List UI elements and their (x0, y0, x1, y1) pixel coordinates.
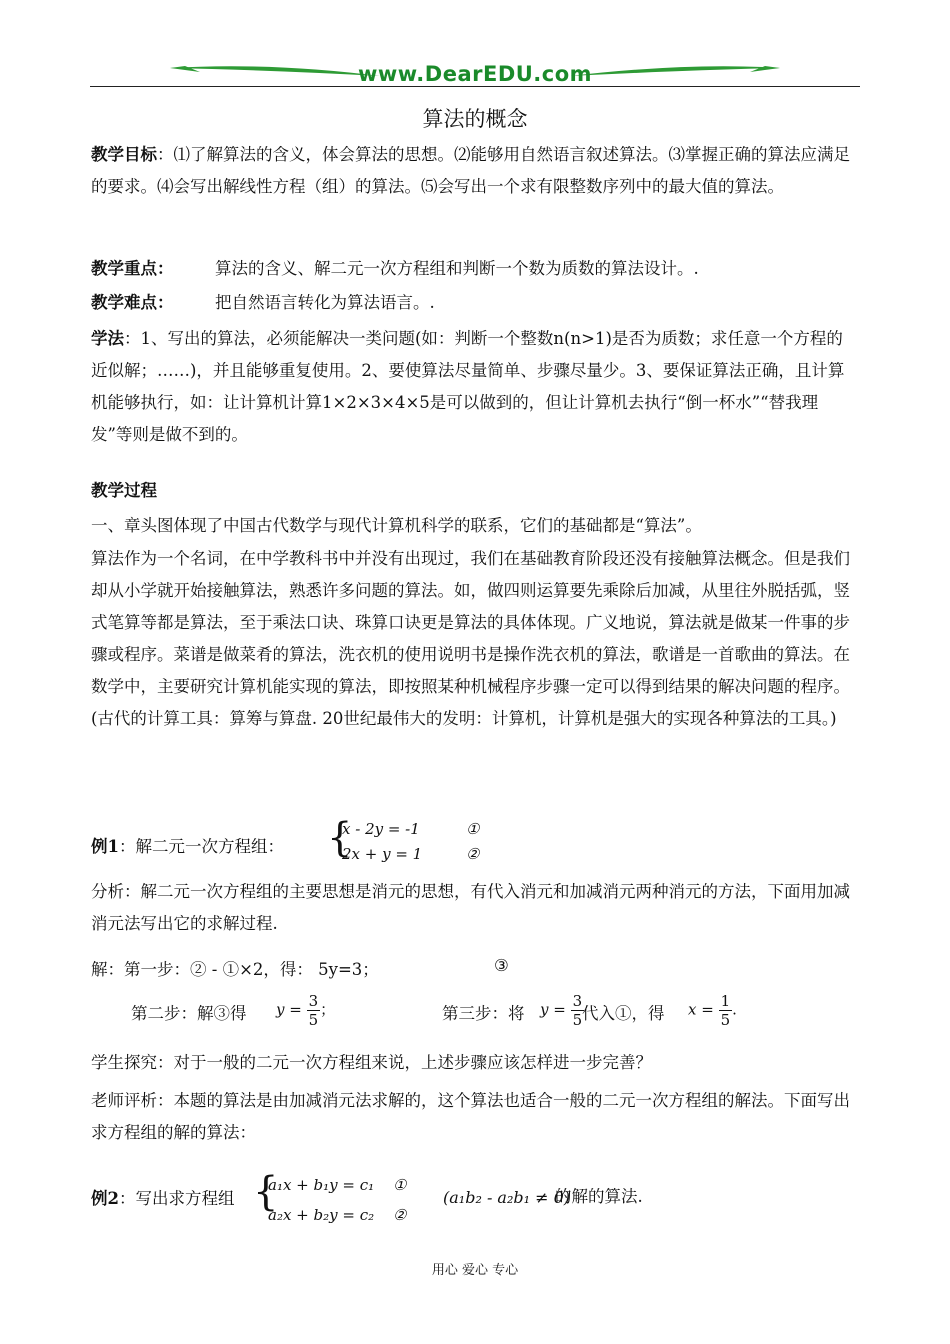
solution-step-1: 解：第一步：② - ①×2，得： 5y=3； (91, 960, 379, 979)
step3-result (688, 992, 737, 1029)
site-url[interactable]: www.DearEDU.com (357, 62, 593, 86)
step2-end: ； (320, 1000, 336, 1019)
student-exploration: 学生探究：对于一般的二元一次方程组来说，上述步骤应该怎样进一步完善？ (91, 1053, 652, 1072)
example2-equation-1: a₁x + b₁y = c₁ (268, 1176, 375, 1194)
teaching-difficult-point (91, 289, 859, 317)
solution-step-3 (442, 1000, 525, 1024)
step3-numerator2: 1 (720, 992, 731, 1010)
difficult-text: 把自然语言转化为算法语言。. (215, 293, 435, 312)
step3-var: y = (540, 1000, 566, 1019)
step2-formula (276, 992, 335, 1029)
process-heading: 教学过程 (91, 481, 157, 500)
step3-end: . (732, 1000, 737, 1019)
teaching-key-point (91, 255, 859, 283)
step2-numerator: 3 (308, 992, 319, 1010)
paragraph-intro: 一、章头图体现了中国古代数学与现代计算机科学的联系，它们的基础都是“算法”。 (91, 516, 702, 535)
method-text: ：1、写出的算法，必须能解决一类问题(如：判断一个整数n(n>1)是否为质数；求任意一个方程的近似解；……)，并且能够重复使用。2、要使算法尽量简单、步骤尽量少。3、要保证算法正确，且计算机能够执行，如：让计算机计算1×2×3×4×5是可以做到的，但让计算机去执行“倒一杯水”“替我理发”等则是做不到的。 (91, 329, 845, 444)
step2-var: y = (276, 1000, 302, 1019)
key-text: 算法的含义、解二元一次方程组和判断一个数为质数的算法设计。. (215, 259, 699, 278)
step2-denominator: 5 (308, 1011, 319, 1029)
learning-method (91, 323, 859, 451)
key-label: 教学重点： (91, 259, 174, 278)
example2-condition: (a₁b₂ - a₂b₁ ≠ 0) (443, 1188, 571, 1207)
example1-mark-2: ② (466, 845, 480, 863)
example1-text: ：解二元一次方程组： (118, 837, 284, 856)
method-label: 学法 (91, 329, 124, 348)
step3-formula (540, 992, 584, 1029)
example1-equation-1: x - 2y = -1 (342, 820, 420, 838)
teacher-comment: 老师评析：本题的算法是由加减消元法求解的，这个算法也适合一般的二元一次方程组的解法。下面写出求方程组的解的算法： (91, 1091, 850, 1142)
step2-text: 第二步：解③得 (131, 1004, 247, 1023)
teaching-goals (91, 139, 859, 203)
example1-label: 例1 (91, 837, 119, 856)
step3-numerator: 3 (572, 992, 583, 1010)
solution-step-1-mark: ③ (494, 956, 509, 975)
example2-end: 的解的算法. (555, 1187, 643, 1206)
step3-middle: 代入①，得 (582, 1004, 665, 1023)
paragraph-algorithm-concept: 算法作为一个名词，在中学教科书中并没有出现过，我们在基础教育阶段还没有接触算法概念。但是我们却从小学就开始接触算法，熟悉许多问题的算法。如，做四则运算要先乘除后加减，从里往外脱括弧，竖式笔算等都是算法，至于乘法口诀、珠算口诀更是算法的具体体现。广义地说，算法就是做某一件事的步骤或程序。菜谱是做菜肴的算法，洗衣机的使用说明书是操作洗衣机的算法，歌谱是一首歌曲的算法。在数学中，主要研究计算机能实现的算法，即按照某种机械程序步骤一定可以得到结果的解决问题的程序。(古代的计算工具：算筹与算盘. 20世纪最伟大的发明：计算机，计算机是强大的实现各种算法的工具。) (91, 549, 850, 728)
example1-mark-1: ① (466, 820, 480, 838)
example1-brace: { (327, 815, 353, 861)
example2-mark-1: ① (393, 1176, 407, 1194)
step3-var2: x = (688, 1000, 714, 1019)
page-footer: 用心 爱心 专心 (431, 1263, 519, 1278)
step3-denominator2: 5 (720, 1011, 731, 1029)
goals-text: ：⑴了解算法的含义，体会算法的思想。⑵能够用自然语言叙述算法。⑶掌握正确的算法应满足的要求。⑷会写出解线性方程（组）的算法。⑸会写出一个求有限整数序列中的最大值的算法。 (91, 145, 850, 196)
page-title: 算法的概念 (422, 107, 528, 131)
step3-denominator: 5 (572, 1011, 583, 1029)
solution-step-2 (131, 1000, 247, 1024)
example2-brace: { (253, 1169, 279, 1215)
analysis-paragraph: 分析：解二元一次方程组的主要思想是消元的思想，有代入消元和加减消元两种消元的方法，下面用加减消元法写出它的求解过程. (91, 882, 850, 933)
example1-equation-2: 2x + y = 1 (342, 845, 423, 863)
example2-text: ：写出求方程组 (118, 1189, 235, 1208)
example2-equation-2: a₂x + b₂y = c₂ (268, 1206, 375, 1224)
header-rule (90, 86, 860, 87)
step3-text: 第三步：将 (442, 1004, 525, 1023)
goals-label: 教学目标 (91, 145, 157, 164)
example1-intro (91, 833, 284, 857)
example2-mark-2: ② (393, 1206, 407, 1224)
difficult-label: 教学难点： (91, 293, 174, 312)
example2-label: 例2 (91, 1189, 119, 1208)
example2-intro (91, 1185, 234, 1209)
